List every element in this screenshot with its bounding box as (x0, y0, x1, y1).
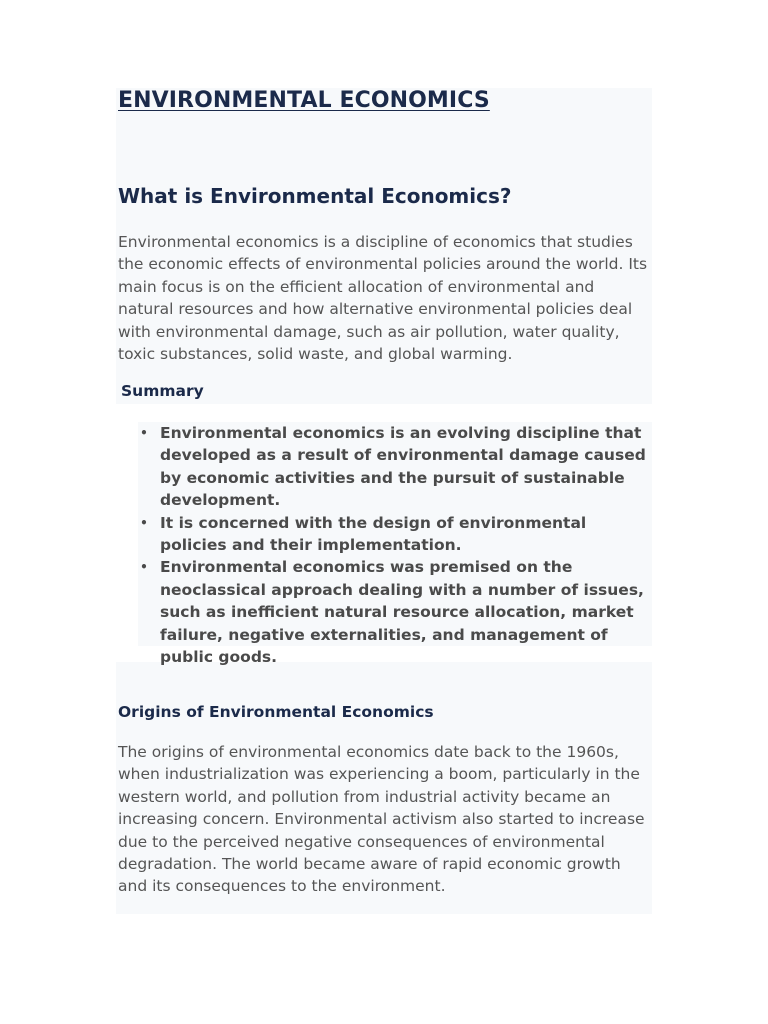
bullet-icon: • (140, 560, 148, 575)
summary-item-text: Environmental economics is an evolving discipline that developed as a result of environmental damage caused by economic activities and the pursuit of sustainable development. (160, 424, 646, 510)
page-title: ENVIRONMENTAL ECONOMICS (118, 88, 490, 113)
section-heading: What is Environmental Economics? (118, 184, 512, 208)
summary-item (138, 512, 652, 557)
bullet-icon: • (140, 515, 148, 530)
intro-paragraph: Environmental economics is a discipline of economics that studies the economic effects of environmental policies around the world. Its main focus is on the efficient allocation of environmental and natural resources and how alternative environmental policies deal with environmental damage, such as air pollution, water quality, toxic substances, solid waste, and global warming. (118, 233, 648, 364)
summary-item-text: It is concerned with the design of environmental policies and their implementation. (160, 513, 587, 555)
origins-paragraph: The origins of environmental economics date back to the 1960s, when industrialization was experiencing a boom, particularly in the western world, and pollution from industrial activity became an increasing concern. Environmental activism also started to increase due to the perceived negative consequences of environmental degradation. The world became aware of rapid economic growth and its consequences to the environment. (118, 743, 645, 896)
summary-item-text: Environmental economics was premised on the neoclassical approach dealing with a number of issues, such as inefficient natural resource allocation, market failure, negative externalities, and management of public goods. (160, 558, 644, 667)
summary-item (138, 422, 652, 512)
origins-heading: Origins of Environmental Economics (118, 703, 434, 721)
summary-item (138, 556, 652, 668)
bullet-icon: • (140, 426, 148, 440)
summary-heading: Summary (121, 382, 204, 400)
summary-list (138, 422, 652, 668)
